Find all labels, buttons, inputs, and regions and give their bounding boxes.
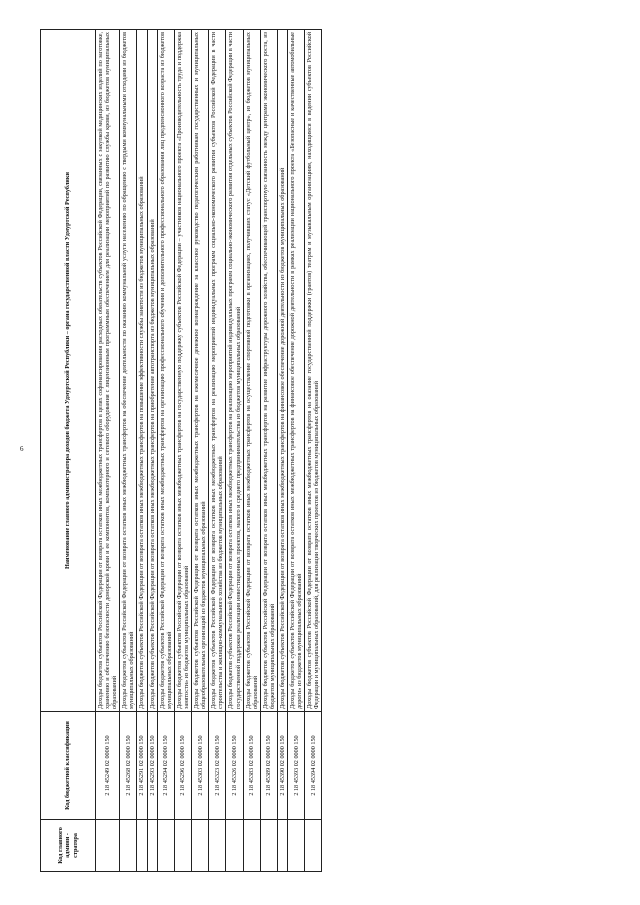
table-row [192, 30, 209, 872]
admin-code-cell [305, 820, 322, 872]
header-budget-code: Код бюджетной классификации [41, 712, 96, 820]
admin-code-cell [174, 820, 191, 872]
table-row [147, 30, 157, 872]
description-cell: Доходы бюджетов субъектов Российской Федерации от возврата остатков иных межбюджетных трансфертов на развитие инфраструктуры дорожного хозяйства, обеспечивающей транспортную связанность между центрами экономического роста, из бюджетов муниципальных образований [260, 30, 277, 712]
description-cell: Доходы бюджетов субъектов Российской Федерации от возврата остатков иных межбюджетных трансфертов на финансовое обеспечение дорожной деятельности из бюджетов муниципальных образований [277, 30, 287, 712]
table-row [157, 30, 174, 872]
revenue-table [40, 29, 322, 872]
table-row [137, 30, 147, 872]
admin-code-cell [147, 820, 157, 872]
description-cell: Доходы бюджетов субъектов Российской Федерации от возврата остатков иных межбюджетных трансфертов на обеспечение деятельности по оказанию коммунальной услуги населению по обращению с твердыми коммунальными отходами из бюджетов муниципальных образований [120, 30, 137, 712]
page-number: 6 [20, 445, 24, 453]
table-body [96, 30, 322, 872]
budget-code-cell: 2 18 45296 02 0000 150 [174, 712, 191, 820]
budget-code-cell: 2 18 45268 02 0000 150 [120, 712, 137, 820]
header-administrator-name: Наименование главного администратора доходов бюджета Удмуртской Республики – органа государственной власти Удмуртской Республики [41, 30, 96, 712]
description-cell: Доходы бюджетов субъектов Российской Федерации от возврата остатков иных межбюджетных трансфертов на государственную поддержку субъектов Российской Федерации – участников национального проекта «Производительность труда и поддержка занятости» из бюджетов муниципальных образований [174, 30, 191, 712]
description-cell: Доходы бюджетов субъектов Российской Федерации от возврата остатков иных межбюджетных трансфертов в целях софинансирования расходных обязательств субъектов Российской Федерации, связанных с закупкой медицинских изделий по заготовке, хранению и обеспечению безопасности донорской крови и ее компонентов, компьютерного и сетевого оборудования с лицензионным программным обеспечением для реализации мероприятий по развитию службы крови, из бюджетов муниципальных образований [96, 30, 120, 712]
admin-code-cell [226, 820, 243, 872]
description-cell: Доходы бюджетов субъектов Российской Федерации от возврата остатков иных межбюджетных трансфертов на финансовое обеспечение дорожной деятельности в рамках реализации национального проекта «Безопасные и качественные автомобильные дороги» из бюджетов муниципальных образований [288, 30, 305, 712]
description-cell: Доходы бюджетов субъектов Российской Федерации от возврата остатков иных межбюджетных трансфертов на осуществление спортивной подготовки в организациях, получивших статус «Детский футбольный центр», из бюджетов муниципальных образований [243, 30, 260, 712]
table-row [226, 30, 243, 872]
table-header-row [41, 30, 96, 872]
table-row [120, 30, 137, 872]
admin-code-cell [260, 820, 277, 872]
budget-code-cell: 2 18 45249 02 0000 150 [96, 712, 120, 820]
table-row [243, 30, 260, 872]
admin-code-cell [209, 820, 226, 872]
description-cell: Доходы бюджетов субъектов Российской Федерации от возврата остатков иных межбюджетных трансфертов на приобретение автотранспорта из бюджетов муниципальных образований [147, 30, 157, 712]
description-cell: Доходы бюджетов субъектов Российской Федерации от возврата остатков иных межбюджетных трансфертов на оказание государственной поддержки (грантов) театрам и музыкальным организациям, находящимся в ведении субъектов Российской Федерации и муниципальных образований, для реализации творческих проектов из бюджетов муниципальных образований [305, 30, 322, 712]
table-row [209, 30, 226, 872]
description-cell: Доходы бюджетов субъектов Российской Федерации от возврата остатков иных межбюджетных трансфертов на реализацию мероприятий индивидуальных программ социально-экономического развития субъектов Российской Федерации в части строительства и жилищно-коммунального хозяйства из бюджетов муниципальных образований [209, 30, 226, 712]
table-row [174, 30, 191, 872]
admin-code-cell [288, 820, 305, 872]
table-row [288, 30, 305, 872]
admin-code-cell [277, 820, 287, 872]
admin-code-cell [243, 820, 260, 872]
budget-code-cell: 2 18 45390 02 0000 150 [277, 712, 287, 820]
budget-code-cell: 2 18 45291 02 0000 150 [137, 712, 147, 820]
budget-code-cell: 2 18 45293 02 0000 150 [147, 712, 157, 820]
table-row [96, 30, 120, 872]
admin-code-cell [157, 820, 174, 872]
rotated-page [40, 30, 600, 872]
table-row [260, 30, 277, 872]
budget-code-cell: 2 18 45294 02 0000 150 [157, 712, 174, 820]
description-cell: Доходы бюджетов субъектов Российской Федерации от возврата остатков иных межбюджетных трансфертов на повышение эффективности службы занятости из бюджетов муниципальных образований [137, 30, 147, 712]
admin-code-cell [192, 820, 209, 872]
table-row [277, 30, 287, 872]
description-cell: Доходы бюджетов субъектов Российской Федерации от возврата остатков иных межбюджетных трансфертов на организацию профессионального обучения и дополнительного профессионального образования лиц предпенсионного возраста из бюджетов муниципальных образований [157, 30, 174, 712]
admin-code-cell [120, 820, 137, 872]
description-cell: Доходы бюджетов субъектов Российской Федерации от возврата остатков иных межбюджетных трансфертов на ежемесячное денежное вознаграждение за классное руководство педагогическим работникам государственных и муниципальных общеобразовательных организаций из бюджетов муниципальных образований [192, 30, 209, 712]
table-row [305, 30, 322, 872]
budget-code-cell: 2 18 45389 02 0000 150 [260, 712, 277, 820]
budget-code-cell: 2 18 45323 02 0000 150 [209, 712, 226, 820]
description-cell: Доходы бюджетов субъектов Российской Федерации от возврата остатков иных межбюджетных трансфертов на реализацию мероприятий индивидуальных программ социально-экономического развития отдельных субъектов Российской Федерации в части государственной поддержки реализации инвестиционных проектов, малого и среднего предпринимательства из бюджетов муниципальных образований [226, 30, 243, 712]
admin-code-cell [137, 820, 147, 872]
budget-code-cell: 2 18 45303 02 0000 150 [192, 712, 209, 820]
admin-code-cell [96, 820, 120, 872]
budget-code-cell: 2 18 45393 02 0000 150 [288, 712, 305, 820]
budget-code-cell: 2 18 45383 02 0000 150 [243, 712, 260, 820]
header-admin-code: Код главного админи - стратора [41, 820, 96, 872]
budget-code-cell: 2 18 45326 02 0000 150 [226, 712, 243, 820]
budget-code-cell: 2 18 45394 02 0000 150 [305, 712, 322, 820]
